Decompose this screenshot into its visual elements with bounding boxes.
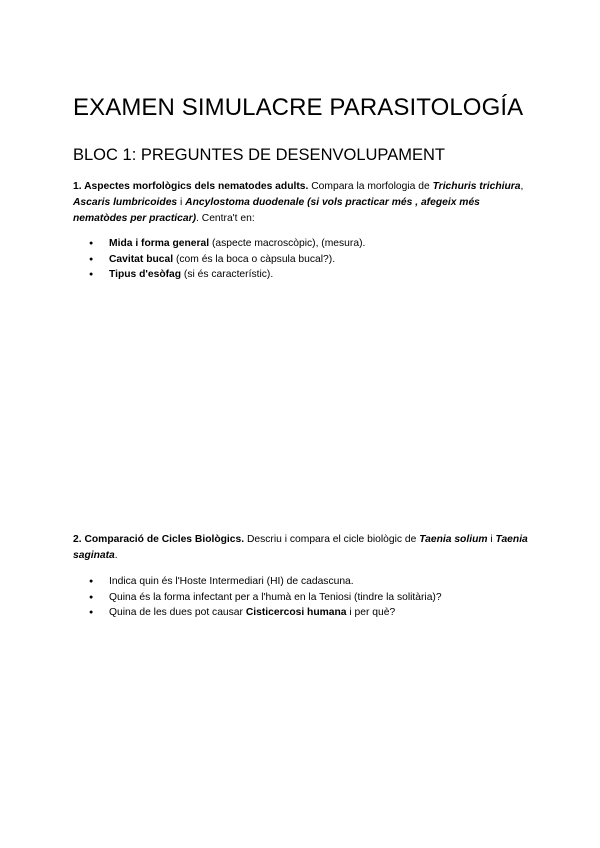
- species-name: Taenia solium: [419, 534, 488, 545]
- document-title: EXAMEN SIMULACRE PARASITOLOGÍA: [73, 94, 524, 121]
- species-name: Trichuris trichiura: [432, 181, 521, 192]
- list-item: ● Cavitat bucal (com és la boca o càpsula bucal?).: [73, 252, 365, 268]
- species-name: Taenia saginata: [73, 534, 528, 561]
- section-heading: BLOC 1: PREGUNTES DE DESENVOLUPAMENT: [73, 146, 445, 164]
- list-item: ● Quina és la forma infectant per a l'humà en la Teniosi (tindre la solitària)?: [73, 590, 442, 606]
- species-name: Ancylostoma duodenale: [185, 197, 305, 208]
- question-1-note: (si vols practicar més , afegeix més nematòdes per practicar): [73, 197, 480, 224]
- list-item: ● Mida i forma general (aspecte macroscòpic), (mesura).: [73, 236, 365, 252]
- question-2-text: 2. Comparació de Cicles Biològics. Descriu i compara el cicle biològic de Taenia solium i Taenia saginata.: [73, 534, 528, 561]
- list-item: ● Indica quin és l'Hoste Intermediari (HI) de cadascuna.: [73, 574, 442, 590]
- question-2-lead: 2. Comparació de Cicles Biològics.: [73, 534, 245, 545]
- question-2-bullet-list: [73, 574, 442, 621]
- question-1-lead: 1. Aspectes morfològics dels nematodes adults.: [73, 181, 309, 192]
- list-item: ● Tipus d'esòfag (si és característic).: [73, 267, 365, 283]
- question-1-bullet-list: [73, 236, 365, 283]
- question-1-text: 1. Aspectes morfològics dels nematodes adults. Compara la morfologia de Trichuris trichiura, Ascaris lumbricoides i Ancylostoma duodenale (si vols practicar més , afegeix més nematòdes per practicar). Centra't en:: [73, 181, 524, 224]
- species-name: Ascaris lumbricoides: [73, 197, 178, 208]
- list-item: ● Quina de les dues pot causar Cisticercosi humana i per què?: [73, 605, 442, 621]
